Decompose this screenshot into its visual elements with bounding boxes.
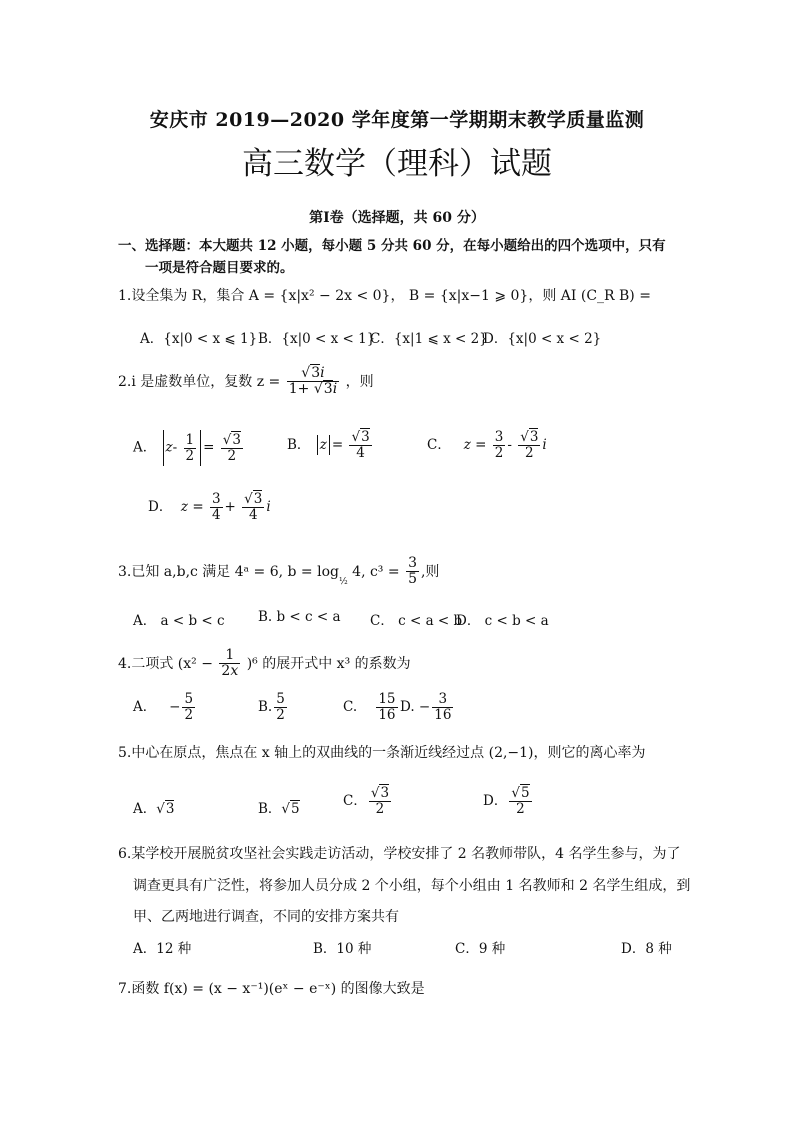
q5-option-a: A．√3 xyxy=(133,801,175,817)
exam-title: 安庆市 2019—2020 学年度第一学期期末教学质量监测 xyxy=(149,109,645,131)
q6-option-d: D．8 种 xyxy=(621,941,672,957)
q1-option-a: A．{x|0 < x ⩽ 1} xyxy=(140,331,258,347)
q4-option-b: B. $\frac{5}{2}$ xyxy=(258,691,285,723)
q6-option-a: A．12 种 xyxy=(133,941,192,957)
q6-option-b: B．10 种 xyxy=(313,941,372,957)
part-title: 第Ⅰ卷（选择题，共 60 分） xyxy=(309,210,485,226)
q2-option-d: D． z = $\frac{3}{4}$ + $\frac{√3}{4}$ i xyxy=(148,491,271,523)
q2-option-c: C． z = $\frac{3}{2}$ - $\frac{√3}{2}$ i xyxy=(427,429,547,461)
q1-option-b: B．{x|0 < x < 1} xyxy=(258,331,376,347)
q2-option-a: A． z- $\frac{1}{2}$ = $\frac{√3}{2}$ xyxy=(133,430,245,466)
q3-option-d: D． c < b < a xyxy=(456,613,549,629)
q4-option-c: C. $\frac{15}{16}$ xyxy=(343,691,396,723)
q5-stem: 5.中心在原点，焦点在 x 轴上的双曲线的一条渐近线经过点 (2,−1)，则它的离心率为 xyxy=(118,745,646,761)
q2-option-b: B． z = $\frac{√3}{4}$ xyxy=(287,429,370,461)
q1-option-c: C．{x|1 ⩽ x < 2} xyxy=(370,331,488,347)
q3-option-b: B. b < c < a xyxy=(258,609,341,625)
q6-line2: 调查更具有广泛性，将参加人员分成 2 个小组，每个小组由 1 名教师和 2 名学生组成，到 xyxy=(133,878,691,894)
section-instructions-line1: 一、选择题：本大题共 12 小题，每小题 5 分共 60 分，在每小题给出的四个选项中，只有 xyxy=(118,238,666,254)
q1-stem: 1.设全集为 R，集合 A = {x|x² − 2x < 0}， B = {x|x−1 ⩾ 0}，则 AI (C_R B) = xyxy=(118,288,651,304)
q3-option-a: A． a < b < c xyxy=(133,613,225,629)
q1-option-d: D．{x|0 < x < 2} xyxy=(483,331,602,347)
q3-option-c: C． c < a < b xyxy=(370,613,463,629)
q5-option-d: D． $\frac{√5}{2}$ xyxy=(483,785,530,817)
q2-fraction: $\frac{√3i}{1+ √3i}$ xyxy=(288,365,338,398)
q6-line1: 6.某学校开展脱贫攻坚社会实践走访活动，学校安排了 2 名教师带队，4 名学生参与，为了 xyxy=(118,846,681,862)
q5-option-b: B．√5 xyxy=(258,801,300,817)
q6-line3: 甲、乙两地进行调查，不同的安排方案共有 xyxy=(133,909,399,925)
q3-stem: 3.已知 a,b,c 满足 4ᵃ = 6, $b = \log_{\frac{1}{2}} 4$, c³ = $\frac{3}{5}$ ,则 xyxy=(118,555,440,588)
q4-stem: 4.二项式 (x² − $\frac{1}{2x}$ )⁶ 的展开式中 x³ 的系数为 xyxy=(118,647,411,680)
q4-option-a: A． − $\frac{5}{2}$ xyxy=(133,691,194,723)
subject-title: 高三数学（理科）试题 xyxy=(242,146,552,182)
section-instructions-line2: 一项是符合题目要求的。 xyxy=(145,260,294,276)
q4-option-d: D. − $\frac{3}{16}$ xyxy=(400,691,452,723)
q7-stem: 7.函数 f(x) = (x − x⁻¹)(eˣ − e⁻ˣ) 的图像大致是 xyxy=(118,981,425,997)
q5-option-c: C． $\frac{√3}{2}$ xyxy=(343,785,390,817)
q6-option-c: C．9 种 xyxy=(455,941,506,957)
q2-stem: 2.i 是虚数单位，复数 z = $\frac{√3i}{1+ √3i}$ ，则 xyxy=(118,365,374,398)
